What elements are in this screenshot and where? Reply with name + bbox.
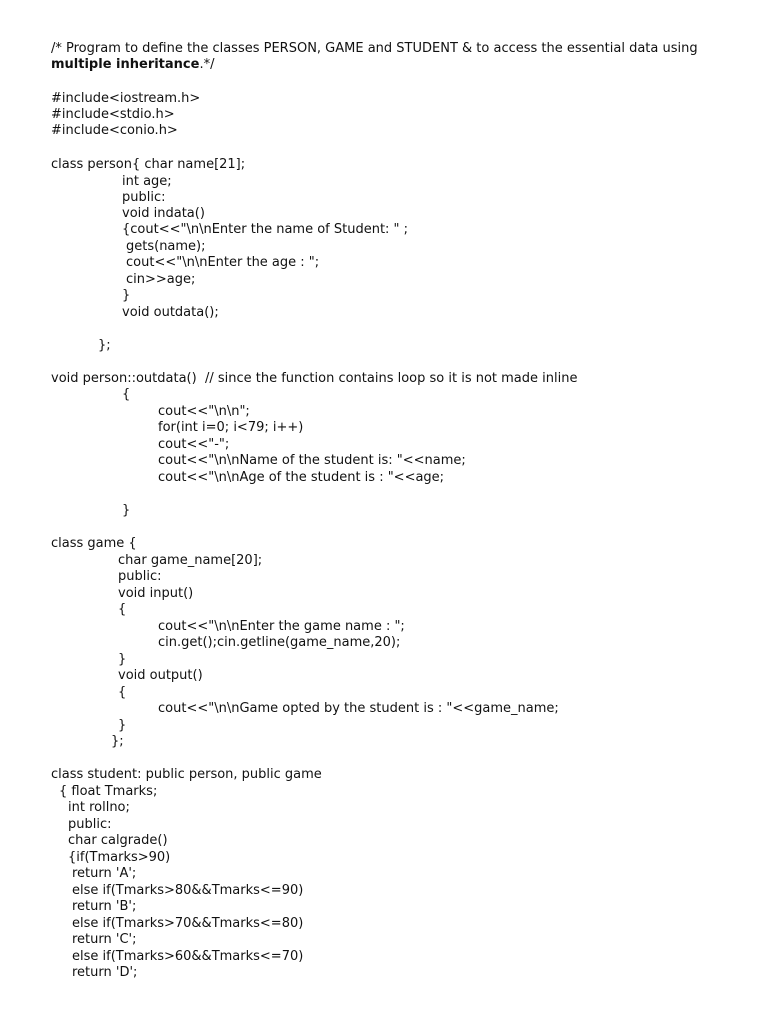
code-line: public:	[118, 569, 162, 584]
code-line: #include<stdio.h>	[51, 107, 175, 122]
code-line: {	[118, 685, 127, 700]
code-line: class game {	[51, 536, 137, 551]
code-line: {if(Tmarks>90)	[68, 850, 171, 865]
code-line: else if(Tmarks>70&&Tmarks<=80)	[72, 916, 304, 931]
code-line: else if(Tmarks>80&&Tmarks<=90)	[72, 883, 304, 898]
code-line: cout<<"\n\nGame opted by the student is : "<<game_name;	[158, 701, 559, 716]
code-line: cin.get();cin.getline(game_name,20);	[158, 635, 401, 650]
comment-line-2	[51, 57, 214, 73]
code-line: cout<<"\n\nEnter the age : ";	[126, 255, 320, 270]
code-line: for(int i=0; i<79; i++)	[158, 420, 304, 435]
code-line: public:	[68, 817, 112, 832]
code-line: cout<<"-";	[158, 437, 230, 452]
code-line: cout<<"\n\nName of the student is: "<<name;	[158, 453, 466, 468]
code-line: cout<<"\n\n";	[158, 404, 250, 419]
comment-line-1: /* Program to define the classes PERSON, GAME and STUDENT & to access the essential data using	[51, 41, 698, 56]
code-line: cin>>age;	[126, 272, 196, 287]
code-line: }	[118, 718, 127, 733]
code-line: cout<<"\n\nAge of the student is : "<<age;	[158, 470, 445, 485]
code-line: return 'A';	[72, 866, 137, 881]
code-line: }	[118, 652, 127, 667]
code-line: return 'D';	[72, 965, 138, 980]
code-line: void output()	[118, 668, 203, 683]
code-line: #include<iostream.h>	[51, 91, 201, 106]
code-line: cout<<"\n\nEnter the game name : ";	[158, 619, 405, 634]
code-line: #include<conio.h>	[51, 123, 178, 138]
code-line: {	[118, 602, 127, 617]
comment-bold-text: multiple inheritance	[51, 57, 200, 72]
code-line: int age;	[122, 174, 172, 189]
code-line: }	[122, 503, 131, 518]
code-line: void input()	[118, 586, 194, 601]
code-line: char game_name[20];	[118, 553, 263, 568]
code-line: return 'B';	[72, 899, 137, 914]
code-line: };	[98, 338, 111, 353]
code-line: char calgrade()	[68, 833, 168, 848]
code-line: class student: public person, public game	[51, 767, 322, 782]
comment-rest-text: .*/	[199, 57, 215, 72]
code-line: void indata()	[122, 206, 205, 221]
code-line: void person::outdata() // since the function contains loop so it is not made inline	[51, 371, 578, 386]
code-line: public:	[122, 190, 166, 205]
code-line: };	[111, 734, 124, 749]
code-line: {cout<<"\n\nEnter the name of Student: " ;	[122, 222, 409, 237]
code-line: void outdata();	[122, 305, 219, 320]
code-line: else if(Tmarks>60&&Tmarks<=70)	[72, 949, 304, 964]
code-line: }	[122, 288, 131, 303]
code-line: class person{ char name[21];	[51, 157, 246, 172]
code-line: return 'C';	[72, 932, 137, 947]
code-line: gets(name);	[126, 239, 206, 254]
code-line: int rollno;	[68, 800, 130, 815]
code-line: { float Tmarks;	[59, 784, 158, 799]
code-line: {	[122, 387, 131, 402]
